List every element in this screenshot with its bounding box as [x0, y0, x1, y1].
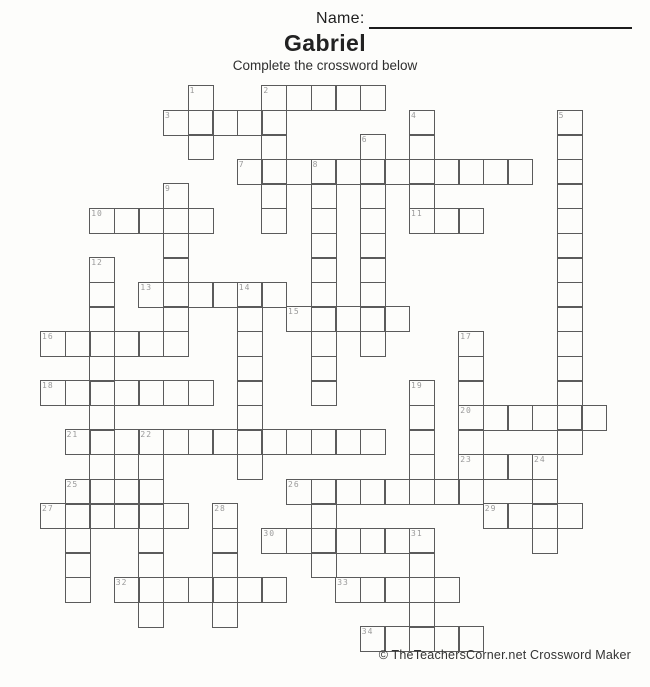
- grid-cell[interactable]: [261, 208, 287, 234]
- grid-cell[interactable]: [557, 306, 583, 332]
- grid-cell[interactable]: [409, 528, 435, 554]
- grid-cell[interactable]: [557, 405, 583, 431]
- grid-cell[interactable]: [65, 331, 91, 357]
- grid-cell[interactable]: [212, 503, 238, 529]
- grid-cell[interactable]: [212, 110, 238, 136]
- grid-cell[interactable]: [237, 159, 263, 185]
- grid-cell[interactable]: [335, 479, 361, 505]
- grid-cell[interactable]: [581, 405, 607, 431]
- grid-cell[interactable]: [483, 405, 509, 431]
- grid-cell[interactable]: [409, 479, 435, 505]
- grid-cell[interactable]: [138, 454, 164, 480]
- grid-cell[interactable]: [89, 405, 115, 431]
- cell-number: 27: [42, 504, 54, 514]
- grid-cell[interactable]: [65, 503, 91, 529]
- grid-cell[interactable]: [237, 356, 263, 382]
- grid-cell[interactable]: [311, 331, 337, 357]
- grid-cell[interactable]: [360, 183, 386, 209]
- grid-cell[interactable]: [138, 208, 164, 234]
- grid-cell[interactable]: [237, 282, 263, 308]
- grid-cell[interactable]: [458, 331, 484, 357]
- grid-cell[interactable]: [409, 208, 435, 234]
- cell-number: 16: [42, 332, 54, 341]
- grid-cell[interactable]: [434, 577, 460, 603]
- grid-cell[interactable]: [212, 429, 238, 455]
- cell-number: 23: [460, 455, 472, 464]
- grid-cell[interactable]: [286, 479, 312, 505]
- grid-cell[interactable]: [311, 380, 337, 406]
- cell-number: 30: [263, 528, 276, 538]
- cell-number: 18: [42, 381, 54, 391]
- grid-cell[interactable]: [557, 282, 583, 308]
- cell-number: 14: [238, 282, 251, 292]
- grid-cell[interactable]: [188, 134, 214, 160]
- grid-cell[interactable]: [40, 380, 66, 406]
- grid-cell[interactable]: [360, 282, 386, 308]
- grid-cell[interactable]: [335, 306, 361, 332]
- grid-cell[interactable]: [237, 429, 263, 455]
- grid-cell[interactable]: [65, 577, 91, 603]
- grid-cell[interactable]: [311, 85, 337, 111]
- grid-cell[interactable]: [65, 552, 91, 578]
- grid-cell[interactable]: [212, 602, 238, 628]
- grid-cell[interactable]: [261, 159, 287, 185]
- grid-cell[interactable]: [532, 405, 558, 431]
- grid-cell[interactable]: [163, 331, 189, 357]
- grid-cell[interactable]: [237, 331, 263, 357]
- grid-cell[interactable]: [163, 257, 189, 283]
- grid-cell[interactable]: [409, 183, 435, 209]
- cell-number: 17: [460, 332, 472, 341]
- grid-cell[interactable]: [188, 429, 214, 455]
- grid-cell[interactable]: [557, 110, 583, 136]
- cell-number: 28: [214, 504, 226, 514]
- grid-cell[interactable]: [286, 85, 312, 111]
- grid-cell[interactable]: [163, 429, 189, 455]
- grid-cell[interactable]: [261, 183, 287, 209]
- grid-cell[interactable]: [311, 479, 337, 505]
- grid-cell[interactable]: [507, 454, 533, 480]
- grid-cell[interactable]: [409, 134, 435, 160]
- grid-cell[interactable]: [311, 282, 337, 308]
- grid-cell[interactable]: [163, 282, 189, 308]
- grid-cell[interactable]: [138, 552, 164, 578]
- grid-cell[interactable]: [360, 528, 386, 554]
- grid-cell[interactable]: [409, 454, 435, 480]
- grid-cell[interactable]: [434, 479, 460, 505]
- grid-cell[interactable]: [163, 208, 189, 234]
- grid-cell[interactable]: [89, 306, 115, 332]
- grid-cell[interactable]: [458, 429, 484, 455]
- cell-number: 3: [165, 110, 171, 120]
- grid-cell[interactable]: [114, 380, 140, 406]
- grid-cell[interactable]: [237, 405, 263, 431]
- grid-cell[interactable]: [557, 331, 583, 357]
- grid-cell[interactable]: [532, 503, 558, 529]
- grid-cell[interactable]: [188, 85, 214, 111]
- grid-cell[interactable]: [311, 356, 337, 382]
- grid-cell[interactable]: [261, 282, 287, 308]
- grid-cell[interactable]: [163, 110, 189, 136]
- cell-number: 15: [288, 307, 300, 317]
- cell-number: 2: [263, 86, 270, 95]
- grid-cell[interactable]: [384, 577, 410, 603]
- grid-cell[interactable]: [360, 429, 386, 455]
- grid-cell[interactable]: [311, 429, 337, 455]
- grid-cell[interactable]: [557, 257, 583, 283]
- grid-cell[interactable]: [188, 110, 214, 136]
- page-title: Gabriel: [283, 30, 367, 56]
- grid-cell[interactable]: [360, 306, 386, 332]
- grid-cell[interactable]: [286, 429, 312, 455]
- grid-cell[interactable]: [532, 479, 558, 505]
- cell-number: 9: [165, 184, 171, 194]
- grid-cell[interactable]: [89, 503, 115, 529]
- cell-number: 7: [238, 159, 245, 169]
- cell-number: 29: [484, 504, 497, 514]
- grid-cell[interactable]: [237, 577, 263, 603]
- grid-cell[interactable]: [114, 479, 140, 505]
- grid-cell[interactable]: [458, 356, 484, 382]
- grid-cell[interactable]: [89, 208, 115, 234]
- grid-cell[interactable]: [335, 85, 361, 111]
- grid-cell[interactable]: [409, 552, 435, 578]
- grid-cell[interactable]: [532, 528, 558, 554]
- grid-cell[interactable]: [409, 602, 435, 628]
- grid-cell[interactable]: [114, 577, 140, 603]
- grid-cell[interactable]: [212, 528, 238, 554]
- grid-cell[interactable]: [212, 577, 238, 603]
- grid-cell[interactable]: [360, 577, 386, 603]
- grid-cell[interactable]: [138, 380, 164, 406]
- grid-cell[interactable]: [114, 429, 140, 455]
- grid-cell[interactable]: [409, 405, 435, 431]
- grid-cell[interactable]: [360, 208, 386, 234]
- grid-cell[interactable]: [212, 552, 238, 578]
- cell-number: 13: [140, 282, 153, 292]
- grid-cell[interactable]: [335, 577, 361, 603]
- grid-cell[interactable]: [557, 380, 583, 406]
- cell-number: 10: [91, 209, 103, 218]
- footer-credit: © TheTeachersCorner.net Crossword Maker: [378, 648, 631, 662]
- cell-number: 25: [66, 479, 79, 489]
- grid-cell[interactable]: [458, 208, 484, 234]
- grid-cell[interactable]: [237, 380, 263, 406]
- cell-number: 5: [558, 110, 565, 120]
- grid-cell[interactable]: [384, 528, 410, 554]
- cell-number: 31: [411, 528, 423, 538]
- grid-cell[interactable]: [89, 479, 115, 505]
- grid-cell[interactable]: [335, 429, 361, 455]
- grid-cell[interactable]: [163, 577, 189, 603]
- grid-cell[interactable]: [311, 528, 337, 554]
- grid-cell[interactable]: [138, 577, 164, 603]
- grid-cell[interactable]: [557, 134, 583, 160]
- grid-cell[interactable]: [311, 233, 337, 259]
- grid-cell[interactable]: [163, 183, 189, 209]
- grid-cell[interactable]: [409, 577, 435, 603]
- grid-cell[interactable]: [360, 257, 386, 283]
- grid-cell[interactable]: [237, 306, 263, 332]
- grid-cell[interactable]: [237, 110, 263, 136]
- grid-cell[interactable]: [286, 528, 312, 554]
- grid-cell[interactable]: [458, 479, 484, 505]
- grid-cell[interactable]: [40, 503, 66, 529]
- grid-cell[interactable]: [557, 233, 583, 259]
- grid-cell[interactable]: [458, 405, 484, 431]
- grid-cell[interactable]: [261, 429, 287, 455]
- grid-cell[interactable]: [261, 134, 287, 160]
- grid-cell[interactable]: [360, 85, 386, 111]
- grid-cell[interactable]: [138, 429, 164, 455]
- cell-number: 8: [312, 159, 319, 169]
- grid-cell[interactable]: [532, 454, 558, 480]
- instructions: Complete the crossword below: [232, 58, 418, 73]
- cell-number: 20: [460, 405, 472, 415]
- grid-cell[interactable]: [434, 208, 460, 234]
- grid-cell[interactable]: [261, 85, 287, 111]
- cell-number: 34: [361, 627, 374, 637]
- grid-cell[interactable]: [286, 159, 312, 185]
- grid-cell[interactable]: [311, 552, 337, 578]
- grid-cell[interactable]: [507, 503, 533, 529]
- grid-cell[interactable]: [557, 208, 583, 234]
- grid-cell[interactable]: [483, 503, 509, 529]
- grid-cell[interactable]: [237, 454, 263, 480]
- grid-cell[interactable]: [507, 159, 533, 185]
- grid-cell[interactable]: [138, 503, 164, 529]
- cell-number: 32: [115, 578, 128, 587]
- grid-cell[interactable]: [311, 159, 337, 185]
- grid-cell[interactable]: [188, 282, 214, 308]
- grid-cell[interactable]: [163, 380, 189, 406]
- grid-cell[interactable]: [89, 356, 115, 382]
- grid-cell[interactable]: [65, 429, 91, 455]
- grid-cell[interactable]: [138, 479, 164, 505]
- grid-cell[interactable]: [89, 380, 115, 406]
- grid-cell[interactable]: [360, 479, 386, 505]
- grid-cell[interactable]: [114, 331, 140, 357]
- cell-number: 19: [411, 381, 423, 391]
- name-label: Name:: [316, 10, 365, 27]
- grid-cell[interactable]: [65, 479, 91, 505]
- grid-cell[interactable]: [138, 331, 164, 357]
- grid-cell[interactable]: [188, 380, 214, 406]
- grid-cell[interactable]: [89, 331, 115, 357]
- grid-cell[interactable]: [384, 479, 410, 505]
- grid-cell[interactable]: [89, 257, 115, 283]
- grid-cell[interactable]: [138, 528, 164, 554]
- grid-cell[interactable]: [65, 528, 91, 554]
- grid-cell[interactable]: [89, 282, 115, 308]
- grid-cell[interactable]: [483, 454, 509, 480]
- grid-cell[interactable]: [458, 380, 484, 406]
- cell-number: 22: [140, 430, 153, 440]
- grid-cell[interactable]: [212, 282, 238, 308]
- grid-cell[interactable]: [458, 159, 484, 185]
- grid-cell[interactable]: [138, 282, 164, 308]
- grid-cell[interactable]: [188, 208, 214, 234]
- grid-cell[interactable]: [557, 159, 583, 185]
- grid-cell[interactable]: [311, 257, 337, 283]
- grid-cell[interactable]: [114, 208, 140, 234]
- grid-cell[interactable]: [261, 528, 287, 554]
- grid-cell[interactable]: [65, 380, 91, 406]
- grid-cell[interactable]: [286, 306, 312, 332]
- grid-cell[interactable]: [360, 331, 386, 357]
- grid-cell[interactable]: [89, 429, 115, 455]
- cell-number: 4: [411, 110, 417, 120]
- grid-cell[interactable]: [557, 183, 583, 209]
- grid-cell[interactable]: [409, 429, 435, 455]
- grid-cell[interactable]: [409, 110, 435, 136]
- cell-number: 11: [411, 209, 423, 218]
- grid-cell[interactable]: [360, 134, 386, 160]
- grid-cell[interactable]: [163, 503, 189, 529]
- grid-cell[interactable]: [434, 159, 460, 185]
- grid-cell[interactable]: [507, 405, 533, 431]
- grid-cell[interactable]: [384, 159, 410, 185]
- grid-cell[interactable]: [409, 380, 435, 406]
- cell-number: 33: [337, 578, 349, 587]
- grid-cell[interactable]: [40, 331, 66, 357]
- cell-number: 26: [288, 479, 300, 489]
- cell-number: 12: [91, 258, 103, 268]
- grid-cell[interactable]: [311, 208, 337, 234]
- grid-cell[interactable]: [261, 577, 287, 603]
- cell-number: 21: [66, 430, 79, 440]
- grid-cell[interactable]: [335, 528, 361, 554]
- grid-cell[interactable]: [483, 159, 509, 185]
- grid-cell[interactable]: [384, 306, 410, 332]
- grid-cell[interactable]: [557, 429, 583, 455]
- grid-cell[interactable]: [138, 602, 164, 628]
- grid-cell[interactable]: [360, 233, 386, 259]
- grid-cell[interactable]: [311, 503, 337, 529]
- grid-cell[interactable]: [557, 503, 583, 529]
- grid-cell[interactable]: [89, 454, 115, 480]
- cell-number: 24: [534, 455, 546, 464]
- grid-cell[interactable]: [311, 183, 337, 209]
- grid-cell[interactable]: [311, 306, 337, 332]
- grid-cell[interactable]: [409, 159, 435, 185]
- grid-cell[interactable]: [188, 577, 214, 603]
- cell-number: 6: [361, 135, 368, 145]
- grid-cell[interactable]: [335, 159, 361, 185]
- grid-cell[interactable]: [114, 503, 140, 529]
- grid-cell[interactable]: [360, 159, 386, 185]
- cell-number: 1: [189, 86, 196, 95]
- grid-cell[interactable]: [163, 306, 189, 332]
- grid-cell[interactable]: [557, 356, 583, 382]
- grid-cell[interactable]: [458, 454, 484, 480]
- grid-cell[interactable]: [163, 233, 189, 259]
- grid-cell[interactable]: [261, 110, 287, 136]
